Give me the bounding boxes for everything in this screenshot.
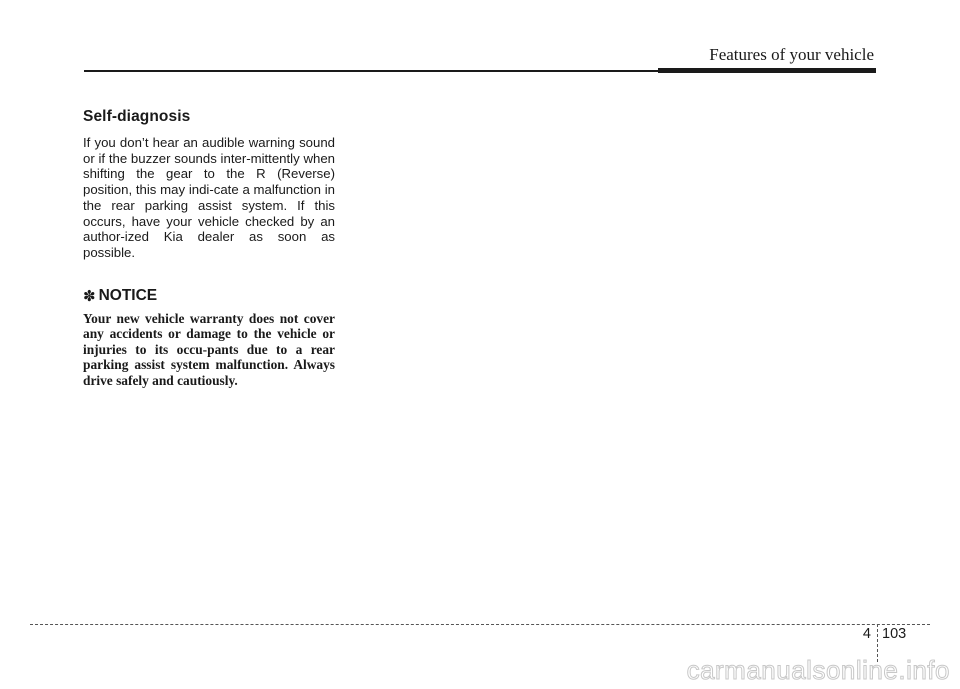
notice-heading-label: NOTICE bbox=[98, 286, 158, 304]
content-column bbox=[83, 108, 335, 389]
section-heading: Self-diagnosis bbox=[83, 108, 191, 125]
notice-heading bbox=[83, 287, 335, 305]
asterisk-icon: ✽ bbox=[83, 287, 96, 305]
running-header-title: Features of your vehicle bbox=[709, 45, 874, 64]
page-number: 103 bbox=[882, 626, 907, 642]
header-rule-thick bbox=[658, 68, 876, 73]
footer-rule bbox=[30, 624, 930, 625]
notice-body: Your new vehicle warranty does not cover any accidents or damage to the vehicle or injuries to its occu-pants due to a rear parking assist system malfunction. Always drive safely and cautiously. bbox=[83, 310, 335, 388]
section-body: If you don’t hear an audible warning sound or if the buzzer sounds inter-mittently when shifting the gear to the R (Reverse) position, this may indi-cate a malfunction in the rear parking assist system. If this occurs, have your vehicle checked by an author-ized Kia dealer as soon as possible. bbox=[83, 135, 335, 260]
header-rule bbox=[84, 70, 662, 72]
chapter-number: 4 bbox=[862, 626, 871, 642]
watermark: carmanualsonline.info bbox=[686, 655, 950, 685]
